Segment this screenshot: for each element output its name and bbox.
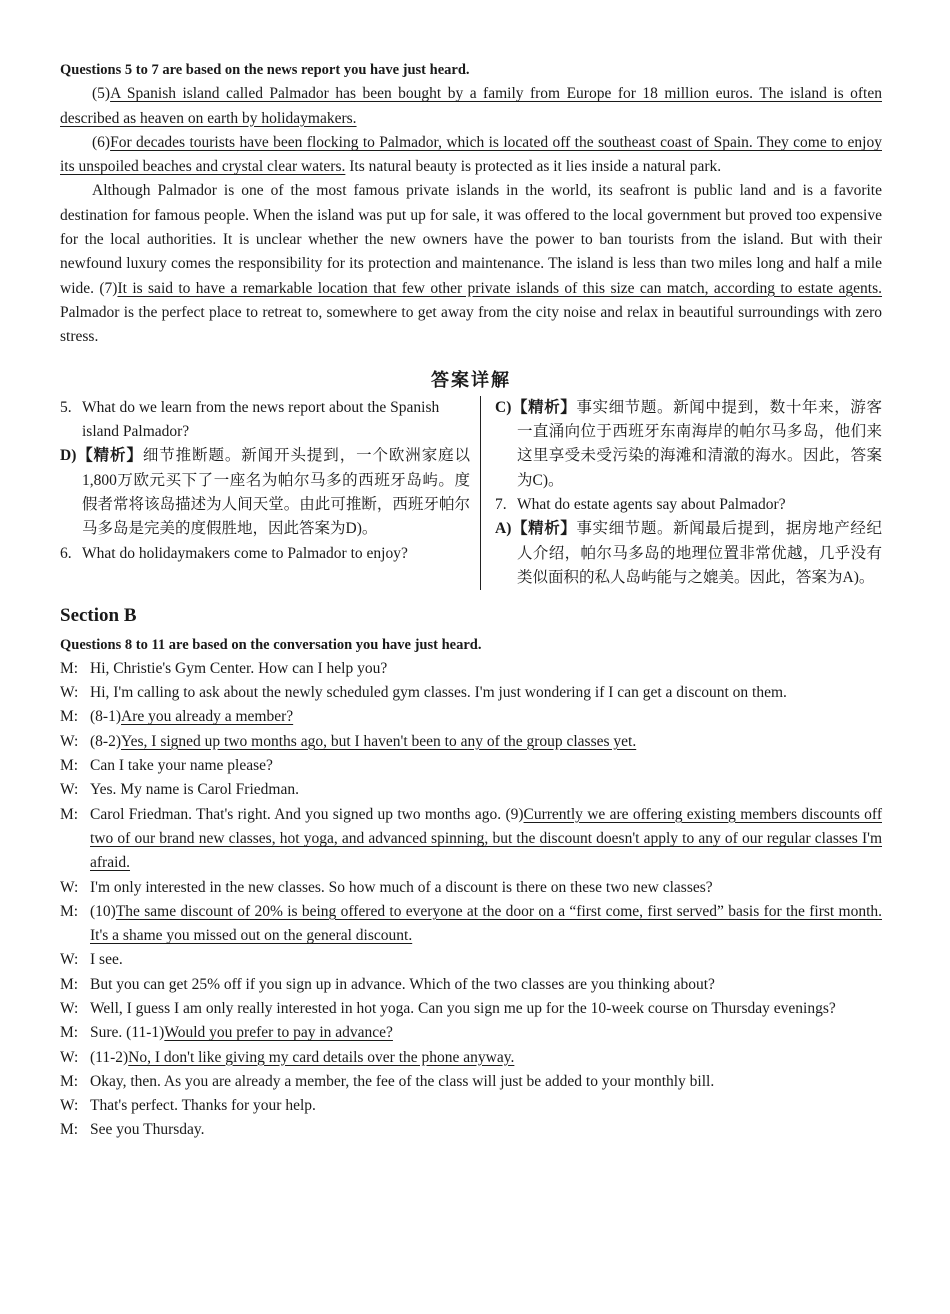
- paragraph-7-rest: Palmador is the perfect place to retreat to, somewhere to get away from the city noise and relax in beautiful surroundings with zero stress.: [60, 303, 882, 346]
- paragraph-7-text: Although Palmador is one of the most famous private islands in the world, its seafront is public land and is a favorite destination for famous people. When the island was put up for sale, it was offered to the local government but proved too expensive for the local authorities. It is unclear whether the new owners have the power to ban tourists from the island. But with their newfound luxury comes the responsibility for its protection and maintenance. The island is less than two miles long and half a mile wide.: [60, 182, 882, 297]
- underlined-8-1: Are you already a member?: [121, 708, 294, 726]
- mark-11-1: (11-1): [126, 1024, 165, 1042]
- line-text: Okay, then. As you are already a member, the fee of the class will just be added to your monthly bill.: [90, 1072, 715, 1090]
- question-6: [60, 542, 470, 566]
- answers-left-column: [60, 396, 481, 590]
- line-text: [90, 730, 882, 754]
- line-pre: Sure.: [90, 1024, 127, 1042]
- section-b-title: Section B: [60, 605, 137, 627]
- speaker: M:: [60, 659, 79, 677]
- paragraph-6-rest: Its natural beauty is protected as it lies inside a natural park.: [345, 158, 722, 176]
- line-text: Yes. My name is Carol Friedman.: [90, 781, 299, 799]
- answer-7-text: 事实细节题。新闻最后提到，据房地产经纪人介绍，帕尔马多岛的地理位置非常优越，几乎没有类似面积的私人岛屿能与之媲美。因此，答案为A)。: [517, 520, 882, 586]
- mark-11-2: (11-2): [90, 1048, 129, 1066]
- dialogue-line: [60, 1021, 882, 1045]
- underlined-7: It is said to have a remarkable location that few other private islands of this size can match, according to estate agents.: [117, 279, 882, 297]
- underlined-11-2: No, I don't like giving my card details over the phone anyway.: [128, 1048, 515, 1066]
- answer-5: [60, 444, 470, 541]
- dialogue-line: [60, 997, 882, 1021]
- section-b-heading: Questions 8 to 11 are based on the conversation you have just heard.: [60, 636, 482, 653]
- paragraph-6: [60, 131, 882, 180]
- line-text: That's perfect. Thanks for your help.: [90, 1097, 316, 1115]
- question-5: [60, 396, 470, 445]
- underlined-6: For decades tourists have been flocking to Palmador, which is located off the southeast coast of Spain. They come to enjoy its unspoiled beaches and crystal clear waters.: [60, 133, 882, 176]
- question-7-number: 7.: [495, 496, 507, 514]
- line-text: I see.: [90, 951, 123, 969]
- dialogue-line: [60, 900, 882, 949]
- speaker: W:: [60, 999, 79, 1017]
- line-pre: Carol Friedman. That's right. And you signed up two months ago.: [90, 805, 506, 823]
- dialogue-line: [60, 876, 882, 900]
- speaker: M:: [60, 975, 79, 993]
- answer-5-text: 细节推断题。新闻开头提到，一个欧洲家庭以1,800万欧元买下了一座名为帕尔马多的西班牙岛屿。度假者常将该岛描述为人间天堂。由此可推断，西班牙帕尔马多岛是完美的度假胜地，因此答案为D)。: [82, 447, 470, 538]
- paragraph-7: [60, 179, 882, 349]
- line-text: [90, 705, 882, 729]
- line-text: I'm only interested in the new classes. So how much of a discount is there on these two new classes?: [90, 878, 713, 896]
- speaker: M:: [60, 708, 79, 726]
- line-text: [90, 1021, 882, 1045]
- line-text: Hi, I'm calling to ask about the newly scheduled gym classes. I'm just wondering if I can get a discount on them.: [90, 684, 787, 702]
- answer-7: [495, 517, 882, 590]
- question-7: [495, 493, 882, 517]
- speaker: M:: [60, 1121, 79, 1139]
- answer-6-text: 事实细节题。新闻中提到，数十年来，游客一直涌向位于西班牙东南海岸的帕尔马多岛，他们来这里享受未受污染的海滩和清澈的海水。因此，答案为C)。: [517, 398, 882, 489]
- speaker: M:: [60, 1072, 79, 1090]
- dialogue-line: [60, 754, 882, 778]
- line-text: Hi, Christie's Gym Center. How can I help you?: [90, 659, 388, 677]
- answer-7-tag: A)【精析】: [495, 520, 577, 538]
- answers-right-column: [481, 396, 882, 590]
- dialogue-line: [60, 973, 882, 997]
- underlined-5: A Spanish island called Palmador has been bought by a family from Europe for 18 million euros. The island is often described as heaven on earth by holidaymakers.: [60, 85, 882, 127]
- mark-7: (7): [99, 279, 118, 297]
- dialogue-line: [60, 803, 882, 876]
- speaker: M:: [60, 902, 79, 920]
- section-a-heading: Questions 5 to 7 are based on the news report you have just heard.: [60, 62, 470, 78]
- question-6-number: 6.: [60, 544, 72, 562]
- mark-5: (5): [92, 85, 111, 103]
- dialogue-line: [60, 1118, 882, 1142]
- dialogue-line: [60, 948, 882, 972]
- question-5-number: 5.: [60, 398, 72, 416]
- answer-5-tag: D)【精析】: [60, 447, 143, 465]
- line-text: See you Thursday.: [90, 1121, 205, 1139]
- dialogue-line: [60, 1070, 882, 1094]
- mark-8-2: (8-2): [90, 732, 121, 750]
- mark-9: (9): [505, 805, 524, 823]
- line-text: [90, 803, 882, 876]
- line-text: Can I take your name please?: [90, 757, 273, 775]
- speaker: W:: [60, 684, 79, 702]
- mark-6: (6): [92, 133, 111, 151]
- answer-6-tag: C)【精析】: [495, 398, 577, 416]
- question-5-text: What do we learn from the news report about the Spanish island Palmador?: [82, 398, 440, 441]
- question-6-text: What do holidaymakers come to Palmador to enjoy?: [82, 544, 408, 562]
- line-text: [90, 1046, 882, 1070]
- answers-block: [60, 396, 882, 590]
- speaker: M:: [60, 757, 79, 775]
- line-text: Well, I guess I am only really interested in hot yoga. Can you sign me up for the 10-week course on Thursday evenings?: [90, 999, 836, 1017]
- speaker: M:: [60, 805, 79, 823]
- speaker: W:: [60, 951, 79, 969]
- underlined-9: Currently we are offering existing members discounts off two of our brand new classes, hot yoga, and advanced spinning, but the discount doesn't apply to any of our regular classes I'm afraid.: [90, 805, 882, 872]
- line-text: But you can get 25% off if you sign up in advance. Which of the two classes are you thinking about?: [90, 975, 715, 993]
- dialogue-line: [60, 705, 882, 729]
- speaker: W:: [60, 1097, 79, 1115]
- speaker: W:: [60, 1048, 79, 1066]
- answer-6: [495, 396, 882, 493]
- underlined-11-1: Would you prefer to pay in advance?: [164, 1024, 393, 1042]
- dialogue-line: [60, 657, 882, 681]
- mark-8-1: (8-1): [90, 708, 121, 726]
- question-7-text: What do estate agents say about Palmador?: [517, 496, 786, 514]
- dialogue-line: [60, 681, 882, 705]
- underlined-8-2: Yes, I signed up two months ago, but I haven't been to any of the group classes yet.: [121, 732, 637, 750]
- speaker: W:: [60, 781, 79, 799]
- speaker: W:: [60, 878, 79, 896]
- mark-10: (10): [90, 902, 116, 920]
- conversation: [60, 657, 882, 1143]
- speaker: M:: [60, 1024, 79, 1042]
- dialogue-line: [60, 778, 882, 802]
- dialogue-line: [60, 1046, 882, 1070]
- dialogue-line: [60, 1094, 882, 1118]
- answers-title: 答案详解: [431, 369, 511, 390]
- line-text: [90, 900, 882, 949]
- dialogue-line: [60, 730, 882, 754]
- paragraph-5: [60, 82, 882, 131]
- underlined-10: The same discount of 20% is being offered to everyone at the door on a “first come, first served” basis for the first month. It's a shame you missed out on the general discount.: [90, 902, 882, 945]
- speaker: W:: [60, 732, 79, 750]
